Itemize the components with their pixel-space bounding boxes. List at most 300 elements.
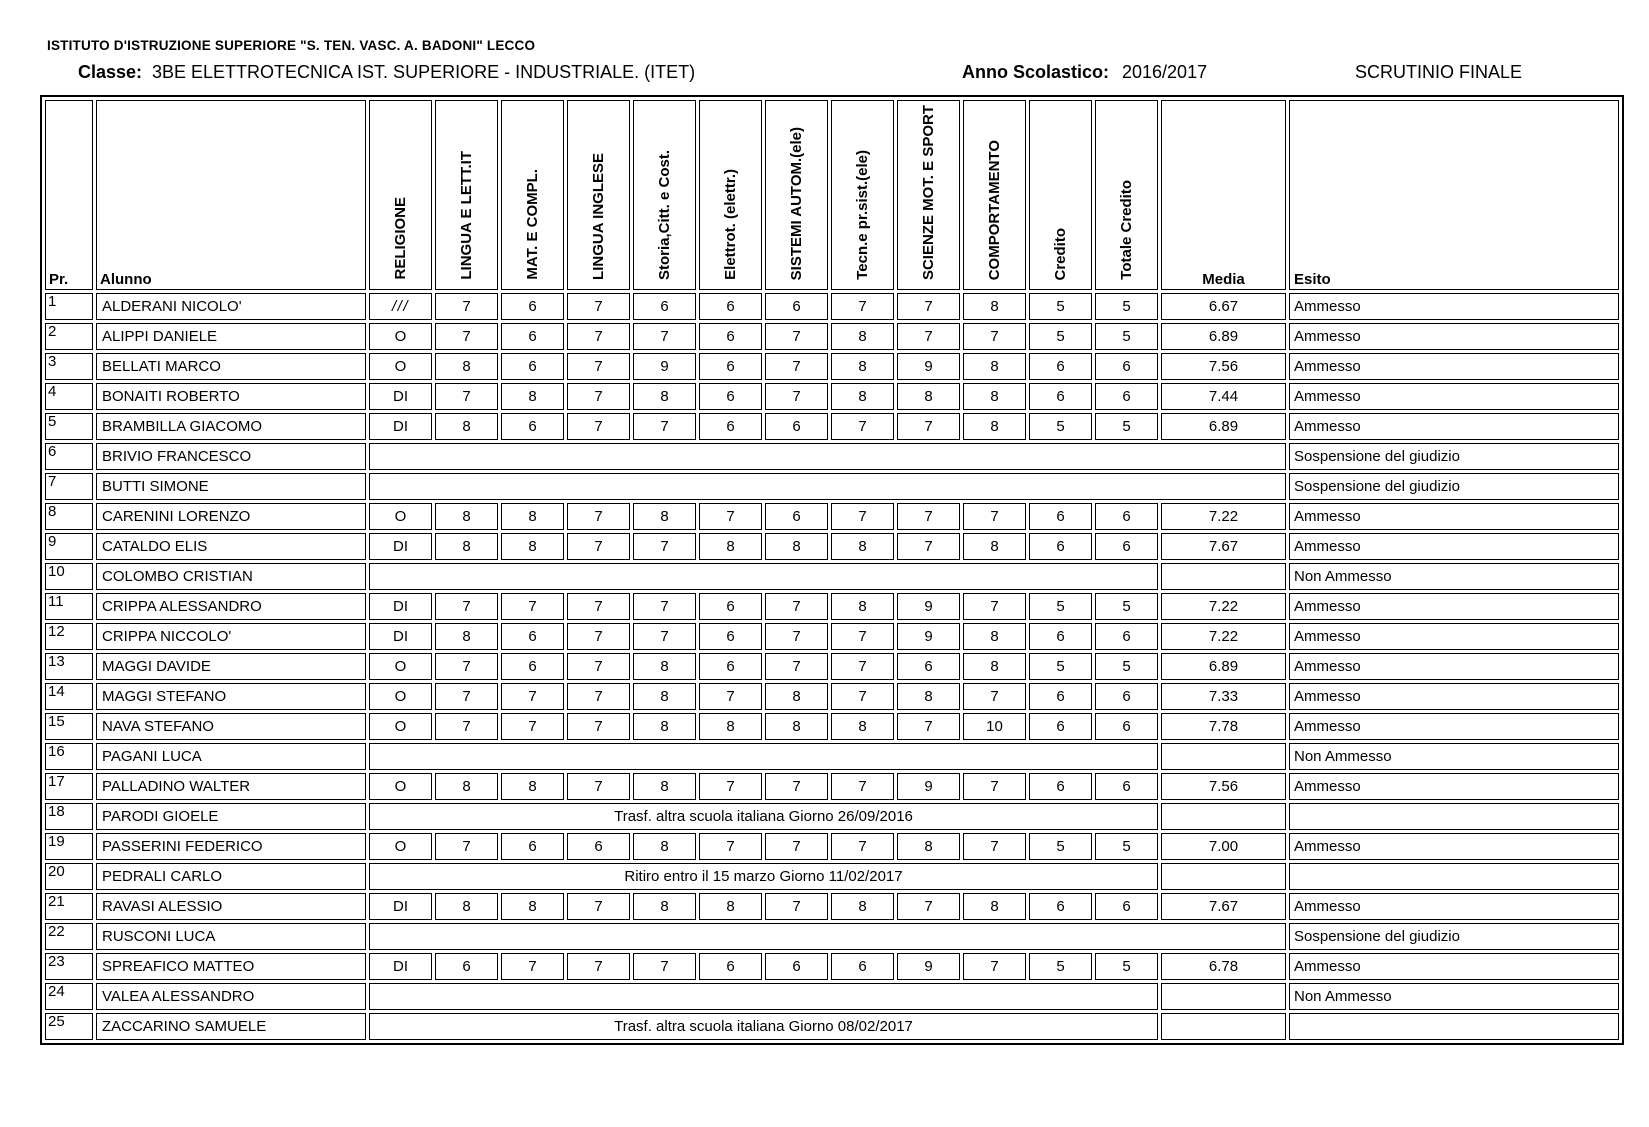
anno-scolastico-value: 2016/2017 — [1122, 62, 1208, 82]
esito-cell: Ammesso — [1289, 653, 1619, 680]
media-cell: 6.67 — [1161, 293, 1286, 320]
grade-cell: 5 — [1095, 593, 1158, 620]
esito-cell — [1289, 1013, 1619, 1040]
grades-table — [40, 95, 1624, 1045]
note-span-cell — [369, 983, 1158, 1010]
student-row — [45, 533, 1619, 560]
grade-cell: 7 — [501, 683, 564, 710]
note-span-cell — [369, 923, 1286, 950]
media-cell — [1161, 863, 1286, 890]
student-name-cell: MAGGI DAVIDE — [96, 653, 366, 680]
media-cell: 6.89 — [1161, 413, 1286, 440]
row-number-cell: 17 — [45, 773, 93, 800]
student-name-cell: COLOMBO CRISTIAN — [96, 563, 366, 590]
col-header-lingua-e-lett-it-label: LINGUA E LETT.IT — [458, 151, 475, 280]
col-header-media: Media — [1161, 100, 1286, 290]
col-header-credito — [1029, 100, 1092, 290]
grade-cell: 7 — [567, 683, 630, 710]
grade-cell: 8 — [633, 383, 696, 410]
media-cell: 7.67 — [1161, 533, 1286, 560]
grade-cell: 7 — [699, 773, 762, 800]
row-number-cell: 5 — [45, 413, 93, 440]
grade-cell: 8 — [897, 683, 960, 710]
student-row — [45, 953, 1619, 980]
grade-cell: 5 — [1029, 413, 1092, 440]
esito-cell: Ammesso — [1289, 293, 1619, 320]
row-number-cell: 21 — [45, 893, 93, 920]
grade-cell: O — [369, 503, 432, 530]
grade-cell: O — [369, 713, 432, 740]
grade-cell: 10 — [963, 713, 1026, 740]
grade-cell: 6 — [765, 953, 828, 980]
col-header-esito: Esito — [1289, 100, 1619, 290]
row-number-cell: 6 — [45, 443, 93, 470]
grade-cell: DI — [369, 593, 432, 620]
grade-cell: 8 — [963, 623, 1026, 650]
grade-cell: 6 — [501, 323, 564, 350]
grade-cell: 7 — [567, 383, 630, 410]
grade-cell: 6 — [1029, 893, 1092, 920]
esito-cell: Ammesso — [1289, 623, 1619, 650]
grade-cell: 9 — [897, 593, 960, 620]
esito-cell: Ammesso — [1289, 953, 1619, 980]
row-number-cell: 8 — [45, 503, 93, 530]
col-header-totale-credito-label: Totale Credito — [1118, 180, 1135, 280]
grade-cell: 7 — [633, 593, 696, 620]
grade-cell: 8 — [633, 833, 696, 860]
transfer-note-cell: Ritiro entro il 15 marzo Giorno 11/02/2017 — [369, 863, 1158, 890]
grade-cell: 5 — [1095, 323, 1158, 350]
grade-cell: 7 — [435, 653, 498, 680]
grade-cell: 7 — [633, 413, 696, 440]
media-cell: 6.89 — [1161, 323, 1286, 350]
grade-cell: 7 — [897, 713, 960, 740]
grade-cell: 9 — [897, 623, 960, 650]
grade-cell: 7 — [435, 323, 498, 350]
row-number-cell: 7 — [45, 473, 93, 500]
col-header-sistemi-autom — [765, 100, 828, 290]
student-row — [45, 443, 1619, 470]
col-header-storia-citt-cost — [633, 100, 696, 290]
col-header-comportamento-label: COMPORTAMENTO — [986, 139, 1003, 280]
row-number-cell: 3 — [45, 353, 93, 380]
esito-cell: Non Ammesso — [1289, 563, 1619, 590]
grade-cell: 6 — [1029, 533, 1092, 560]
grade-cell: 5 — [1095, 293, 1158, 320]
media-cell: 7.22 — [1161, 623, 1286, 650]
grade-cell: 8 — [765, 713, 828, 740]
grade-cell: 6 — [1029, 383, 1092, 410]
grade-cell: 6 — [765, 413, 828, 440]
grade-cell: 7 — [831, 293, 894, 320]
grade-cell: 7 — [501, 953, 564, 980]
grade-cell: 6 — [699, 413, 762, 440]
grade-cell: 6 — [501, 413, 564, 440]
grade-cell: 7 — [831, 503, 894, 530]
grade-cell: 7 — [765, 773, 828, 800]
student-name-cell: CRIPPA ALESSANDRO — [96, 593, 366, 620]
grade-cell: 6 — [1095, 683, 1158, 710]
grade-cell: 8 — [699, 533, 762, 560]
student-name-cell: BONAITI ROBERTO — [96, 383, 366, 410]
grade-cell: 6 — [1029, 773, 1092, 800]
esito-cell: Ammesso — [1289, 833, 1619, 860]
grade-cell: O — [369, 683, 432, 710]
grade-cell: 8 — [765, 683, 828, 710]
grade-cell: 6 — [1029, 713, 1092, 740]
grade-cell: 7 — [567, 533, 630, 560]
grade-cell: 6 — [1095, 623, 1158, 650]
student-row — [45, 323, 1619, 350]
grade-cell: 6 — [699, 623, 762, 650]
table-header-row — [45, 100, 1619, 290]
classe-label: Classe: — [78, 62, 143, 82]
grade-cell: 6 — [765, 503, 828, 530]
col-header-lingua-e-lett-it — [435, 100, 498, 290]
grade-cell: 8 — [633, 713, 696, 740]
grade-cell: 6 — [765, 293, 828, 320]
col-header-mat-e-compl-label: MAT. E COMPL. — [524, 169, 541, 280]
grade-cell: 7 — [567, 953, 630, 980]
student-row — [45, 1013, 1619, 1040]
esito-cell: Ammesso — [1289, 323, 1619, 350]
grade-cell: 7 — [567, 323, 630, 350]
grade-cell: 7 — [567, 713, 630, 740]
grade-cell: 7 — [435, 713, 498, 740]
grade-cell: 7 — [765, 623, 828, 650]
grade-cell: O — [369, 833, 432, 860]
student-name-cell: BRAMBILLA GIACOMO — [96, 413, 366, 440]
grade-cell: 8 — [435, 893, 498, 920]
grade-cell: 7 — [435, 293, 498, 320]
grade-cell: 7 — [963, 323, 1026, 350]
grade-cell: 8 — [633, 653, 696, 680]
grade-cell: 7 — [963, 773, 1026, 800]
grade-cell: 8 — [633, 683, 696, 710]
grade-cell: 8 — [501, 533, 564, 560]
grade-cell: 6 — [831, 953, 894, 980]
grade-cell: DI — [369, 383, 432, 410]
grade-cell: 7 — [963, 833, 1026, 860]
col-header-comportamento — [963, 100, 1026, 290]
col-header-storia-citt-cost-label: Storia,Citt. e Cost. — [656, 149, 673, 280]
student-row — [45, 383, 1619, 410]
esito-cell: Ammesso — [1289, 353, 1619, 380]
grade-cell: 8 — [963, 653, 1026, 680]
esito-cell — [1289, 803, 1619, 830]
grade-cell: 5 — [1029, 593, 1092, 620]
classe-value: 3BE ELETTROTECNICA IST. SUPERIORE - INDUSTRIALE. (ITET) — [152, 62, 696, 82]
media-cell — [1161, 743, 1286, 770]
grade-cell: 8 — [963, 353, 1026, 380]
student-row — [45, 353, 1619, 380]
grade-cell: 8 — [963, 383, 1026, 410]
grade-cell: 7 — [831, 833, 894, 860]
grade-cell: 5 — [1095, 413, 1158, 440]
col-header-religione-label: RELIGIONE — [392, 197, 409, 280]
esito-cell: Ammesso — [1289, 893, 1619, 920]
student-name-cell: ALDERANI NICOLO' — [96, 293, 366, 320]
grade-cell: O — [369, 323, 432, 350]
student-name-cell: ALIPPI DANIELE — [96, 323, 366, 350]
grade-cell: 8 — [963, 893, 1026, 920]
student-row — [45, 593, 1619, 620]
media-cell: 7.44 — [1161, 383, 1286, 410]
student-row — [45, 863, 1619, 890]
grade-cell: 7 — [963, 953, 1026, 980]
student-name-cell: PEDRALI CARLO — [96, 863, 366, 890]
student-name-cell: BRIVIO FRANCESCO — [96, 443, 366, 470]
grade-cell: 7 — [567, 593, 630, 620]
note-span-cell — [369, 563, 1158, 590]
row-number-cell: 12 — [45, 623, 93, 650]
grade-cell: 8 — [897, 383, 960, 410]
student-row — [45, 413, 1619, 440]
student-name-cell: PAGANI LUCA — [96, 743, 366, 770]
grade-cell: 8 — [435, 413, 498, 440]
row-number-cell: 19 — [45, 833, 93, 860]
grade-cell: 7 — [897, 293, 960, 320]
esito-cell: Ammesso — [1289, 683, 1619, 710]
media-cell: 7.33 — [1161, 683, 1286, 710]
student-row — [45, 743, 1619, 770]
grade-cell: DI — [369, 893, 432, 920]
transfer-note-cell: Trasf. altra scuola italiana Giorno 26/09/2016 — [369, 803, 1158, 830]
student-name-cell: RUSCONI LUCA — [96, 923, 366, 950]
col-header-tecn-pr-sist-label: Tecn.e pr.sist.(ele) — [854, 150, 871, 280]
grade-cell: 7 — [567, 293, 630, 320]
col-header-mat-e-compl — [501, 100, 564, 290]
grade-cell: 7 — [831, 623, 894, 650]
grade-cell: 6 — [501, 833, 564, 860]
grade-cell: 8 — [831, 383, 894, 410]
esito-cell: Ammesso — [1289, 383, 1619, 410]
student-name-cell: CARENINI LORENZO — [96, 503, 366, 530]
grade-cell: 6 — [1095, 383, 1158, 410]
grade-cell: 7 — [501, 713, 564, 740]
media-cell: 7.56 — [1161, 773, 1286, 800]
col-header-credito-label: Credito — [1052, 227, 1069, 280]
grade-cell: 6 — [1095, 893, 1158, 920]
grade-cell: 6 — [1029, 503, 1092, 530]
grade-cell: 7 — [567, 653, 630, 680]
grade-cell: 5 — [1029, 653, 1092, 680]
grade-cell: 7 — [435, 593, 498, 620]
grade-cell: 8 — [963, 413, 1026, 440]
grade-cell: 7 — [435, 683, 498, 710]
grade-cell: 7 — [831, 413, 894, 440]
grade-cell: DI — [369, 623, 432, 650]
student-row — [45, 623, 1619, 650]
grade-cell: 8 — [435, 773, 498, 800]
anno-scolastico-label: Anno Scolastico: — [962, 62, 1110, 82]
grade-cell: 7 — [897, 893, 960, 920]
grade-cell: 8 — [501, 503, 564, 530]
esito-cell: Non Ammesso — [1289, 743, 1619, 770]
media-cell — [1161, 563, 1286, 590]
grade-cell: 7 — [435, 383, 498, 410]
col-header-religione — [369, 100, 432, 290]
transfer-note-cell: Trasf. altra scuola italiana Giorno 08/02/2017 — [369, 1013, 1158, 1040]
student-name-cell: PARODI GIOELE — [96, 803, 366, 830]
student-name-cell: BELLATI MARCO — [96, 353, 366, 380]
grade-cell: 8 — [435, 623, 498, 650]
grade-cell: 8 — [963, 293, 1026, 320]
grade-cell: 8 — [963, 533, 1026, 560]
grade-cell: 8 — [765, 533, 828, 560]
grade-cell: 8 — [699, 713, 762, 740]
grade-cell: 7 — [567, 413, 630, 440]
grade-cell: 7 — [567, 773, 630, 800]
grade-cell: 7 — [633, 323, 696, 350]
student-name-cell: RAVASI ALESSIO — [96, 893, 366, 920]
grade-cell: 8 — [897, 833, 960, 860]
grade-cell: 7 — [897, 503, 960, 530]
student-row — [45, 773, 1619, 800]
media-cell: 6.78 — [1161, 953, 1286, 980]
esito-cell: Non Ammesso — [1289, 983, 1619, 1010]
media-cell: 6.89 — [1161, 653, 1286, 680]
grade-cell: /// — [369, 293, 432, 320]
grade-cell: 8 — [435, 533, 498, 560]
grade-cell: 5 — [1029, 953, 1092, 980]
student-name-cell: PASSERINI FEDERICO — [96, 833, 366, 860]
student-row — [45, 893, 1619, 920]
grade-cell: O — [369, 653, 432, 680]
grade-cell: 6 — [699, 293, 762, 320]
student-row — [45, 473, 1619, 500]
note-span-cell — [369, 443, 1286, 470]
grade-cell: 6 — [435, 953, 498, 980]
grade-cell: 6 — [1095, 533, 1158, 560]
media-cell: 7.22 — [1161, 503, 1286, 530]
col-header-scienze-mot-sport-label: SCIENZE MOT. E SPORT — [920, 104, 937, 280]
grade-cell: 7 — [567, 623, 630, 650]
grade-cell: 8 — [435, 353, 498, 380]
grade-cell: 6 — [501, 353, 564, 380]
grade-cell: 7 — [633, 623, 696, 650]
student-name-cell: CATALDO ELIS — [96, 533, 366, 560]
grade-cell: 9 — [897, 953, 960, 980]
esito-cell: Sospensione del giudizio — [1289, 443, 1619, 470]
row-number-cell: 4 — [45, 383, 93, 410]
grade-cell: 8 — [633, 893, 696, 920]
student-row — [45, 563, 1619, 590]
grade-cell: 7 — [435, 833, 498, 860]
grade-cell: O — [369, 773, 432, 800]
grade-cell: 7 — [831, 653, 894, 680]
media-cell — [1161, 983, 1286, 1010]
grade-cell: 6 — [501, 623, 564, 650]
row-number-cell: 14 — [45, 683, 93, 710]
grade-cell: 7 — [567, 893, 630, 920]
student-name-cell: NAVA STEFANO — [96, 713, 366, 740]
student-row — [45, 503, 1619, 530]
grade-cell: 8 — [501, 383, 564, 410]
student-name-cell: SPREAFICO MATTEO — [96, 953, 366, 980]
student-row — [45, 923, 1619, 950]
grade-cell: 6 — [699, 653, 762, 680]
col-header-elettrot-label: Elettrot. (elettr.) — [722, 169, 739, 280]
grade-cell: 7 — [765, 593, 828, 620]
grade-cell: 7 — [765, 653, 828, 680]
grade-cell: 8 — [831, 893, 894, 920]
grade-cell: 7 — [567, 353, 630, 380]
grade-cell: 7 — [765, 833, 828, 860]
grade-cell: 9 — [897, 773, 960, 800]
grade-cell: 8 — [435, 503, 498, 530]
grade-cell: 6 — [1095, 713, 1158, 740]
esito-cell: Ammesso — [1289, 593, 1619, 620]
row-number-cell: 1 — [45, 293, 93, 320]
grade-cell: 7 — [963, 683, 1026, 710]
grade-cell: 7 — [765, 353, 828, 380]
grade-cell: 9 — [633, 353, 696, 380]
row-number-cell: 9 — [45, 533, 93, 560]
grade-cell: 7 — [699, 683, 762, 710]
grade-cell: 7 — [567, 503, 630, 530]
grade-cell: 7 — [633, 533, 696, 560]
grade-cell: 9 — [897, 353, 960, 380]
grade-cell: 6 — [897, 653, 960, 680]
row-number-cell: 20 — [45, 863, 93, 890]
esito-cell: Ammesso — [1289, 713, 1619, 740]
esito-cell: Ammesso — [1289, 773, 1619, 800]
grade-cell: 5 — [1029, 833, 1092, 860]
row-number-cell: 24 — [45, 983, 93, 1010]
grade-cell: 7 — [765, 323, 828, 350]
grade-cell: 8 — [831, 323, 894, 350]
media-cell: 7.78 — [1161, 713, 1286, 740]
student-name-cell: CRIPPA NICCOLO' — [96, 623, 366, 650]
col-header-pr: Pr. — [45, 100, 93, 290]
row-number-cell: 11 — [45, 593, 93, 620]
grade-cell: 7 — [831, 683, 894, 710]
grade-cell: 5 — [1095, 833, 1158, 860]
table-body — [45, 293, 1619, 1040]
grade-cell: 7 — [699, 503, 762, 530]
institute-name: ISTITUTO D'ISTRUZIONE SUPERIORE "S. TEN. VASC. A. BADONI" LECCO — [47, 38, 536, 53]
grade-cell: 6 — [1029, 683, 1092, 710]
grade-cell: 6 — [1095, 353, 1158, 380]
grade-cell: 5 — [1029, 293, 1092, 320]
grade-cell: 6 — [1029, 623, 1092, 650]
student-name-cell: ZACCARINO SAMUELE — [96, 1013, 366, 1040]
grade-cell: 7 — [897, 413, 960, 440]
grade-cell: DI — [369, 953, 432, 980]
grade-cell: 6 — [699, 353, 762, 380]
grade-cell: 8 — [633, 773, 696, 800]
col-header-tecn-pr-sist — [831, 100, 894, 290]
grade-cell: 8 — [501, 893, 564, 920]
row-number-cell: 16 — [45, 743, 93, 770]
note-span-cell — [369, 743, 1158, 770]
grade-cell: 7 — [963, 593, 1026, 620]
student-row — [45, 833, 1619, 860]
student-row — [45, 653, 1619, 680]
esito-cell: Ammesso — [1289, 533, 1619, 560]
note-span-cell — [369, 473, 1286, 500]
col-header-lingua-inglese — [567, 100, 630, 290]
col-header-elettrot — [699, 100, 762, 290]
grade-cell: 6 — [699, 953, 762, 980]
row-number-cell: 13 — [45, 653, 93, 680]
grade-cell: 7 — [765, 383, 828, 410]
grade-cell: 6 — [1095, 503, 1158, 530]
grade-cell: 6 — [699, 383, 762, 410]
grade-cell: 7 — [765, 893, 828, 920]
student-row — [45, 983, 1619, 1010]
